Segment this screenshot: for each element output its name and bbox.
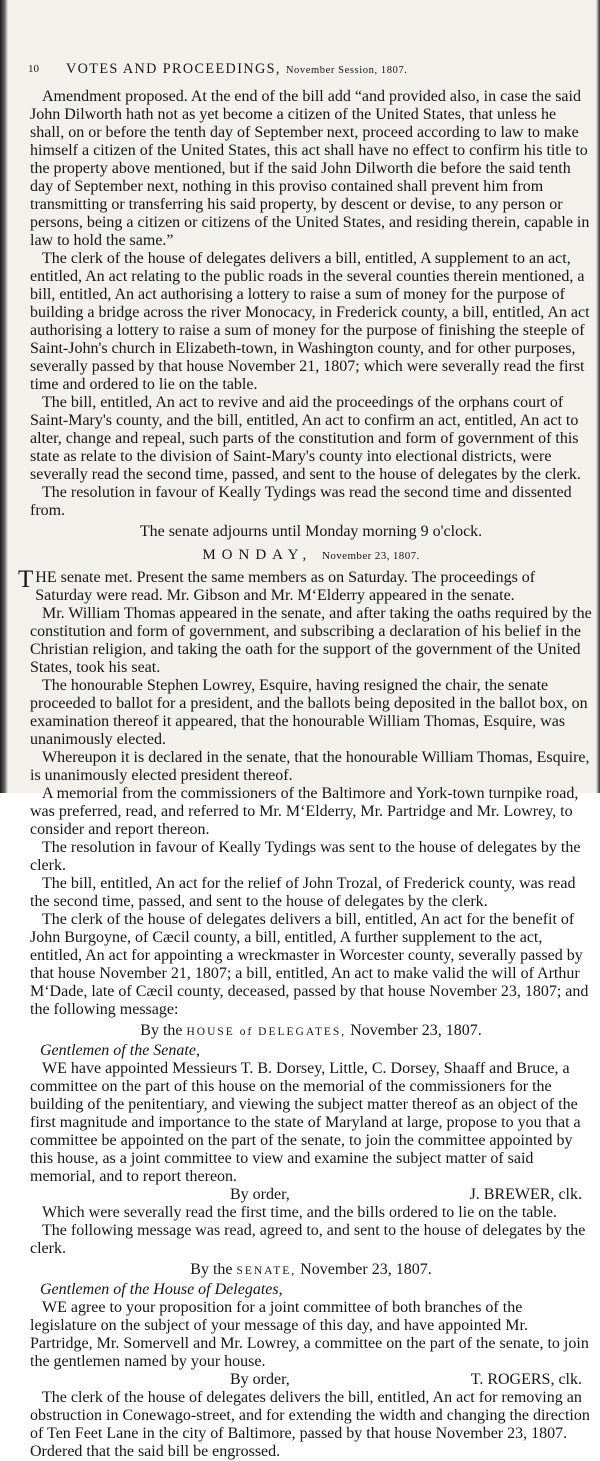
delegates-signature-row — [30, 1186, 592, 1204]
delegates-message-heading — [30, 1022, 592, 1040]
thomas-seated-paragraph: Mr. William Thomas appeared in the senate, and after taking the oaths required by the constitution and form of government, and subscribing a declaration of his belief in the Christian religion, and taking the oath for the support of the government of the United States, took his seat. — [30, 605, 592, 676]
page-number: 10 — [28, 63, 39, 75]
running-title-main: VOTES AND PROCEEDINGS, — [66, 61, 281, 77]
message-agreed-paragraph: The following message was read, agreed to, and sent to the house of delegates by the clerk. — [30, 1222, 586, 1257]
right-edge-shadow — [596, 0, 600, 793]
orphans-court-paragraph: The bill, entitled, An act to revive and aid the proceedings of the orphans court of Saint-Mary's county, and the bill, entitled, An act to confirm an act, entitled, An act to alter, change and repeal, such parts of the constitution and form of government of this state as relate to the division of Saint-Mary's county into electional districts, were severally read the second time, passed, and sent to the house of delegates by the clerk. — [30, 394, 581, 483]
burgoyne-bill-paragraph: The clerk of the house of delegates delivers a bill, entitled, An act for the benefit of John Burgoyne, of Cæcil county, a bill, entitled, A further supplement to the act, entitled, An act for appointing a wreckmaster in Worcester county, severally passed by that house November 21, 1807; a bill, entitled, An act to make valid the will of Arthur M‘Dade, late of Cæcil county, deceased, passed by that house November 23, 1807; and the following message: — [30, 911, 589, 1018]
senate-message-heading — [30, 1261, 592, 1279]
first-reading-paragraph: Which were severally read the first time, and the bills ordered to lie on the table. — [42, 1204, 557, 1221]
day-name: MONDAY, — [202, 547, 313, 563]
delegates-heading-by: By the — [140, 1022, 183, 1039]
senate-heading-by: By the — [190, 1261, 233, 1278]
page-header — [28, 63, 598, 79]
top-section — [30, 88, 592, 520]
delegates-heading-body: HOUSE of DELEGATES, — [186, 1026, 347, 1038]
day-heading — [30, 547, 592, 564]
running-title — [66, 61, 586, 78]
senate-met-paragraph — [18, 566, 592, 605]
day-date: November 23, 1807. — [322, 550, 420, 562]
senate-salutation: Gentlemen of the House of Delegates, — [40, 1281, 283, 1298]
amendment-paragraph: Amendment proposed. At the end of the bill add “and provided also, in case the said John Dilworth hath not as yet become a citizen of the United States, that unless he shall, on or before the tenth day of September next, proceed according to law to make himself a citizen of the United States, this act shall have no effect to confirm his title to the property above mentioned, but if the said John Dilworth die before the said tenth day of September next, nothing in this proviso contained shall prevent him from transmitting or transferring his said property, by descent or devise, to any person or persons, being a citizen or citizens of the United States, and residing therein, capable in law to hold the same.” — [30, 88, 590, 249]
session-label: November Session, 1807. — [285, 65, 408, 76]
senate-heading-body: SENATE, — [236, 1265, 297, 1277]
senate-message — [30, 1261, 592, 1389]
resolution-sent-paragraph: The resolution in favour of Keally Tydings was sent to the house of delegates by the clerk. — [30, 839, 581, 874]
delegates-by-order: By order, — [230, 1186, 290, 1203]
page-body — [18, 88, 592, 1461]
conewago-bill-paragraph: The clerk of the house of delegates delivers the bill, entitled, An act for removing an obstruction in Conewago-street, and for extending the width and changing the direction of Ten Feet Lane in the city of Baltimore, passed by that house November 23, 1807. Ordered that the said bill be engrossed. — [30, 1389, 590, 1460]
senate-heading-date: November 23, 1807. — [300, 1261, 432, 1278]
monday-section — [18, 566, 592, 1019]
trozal-bill-paragraph: The bill, entitled, An act for the relief of John Trozal, of Frederick county, was read the second time, passed, and sent to the house of delegates by the clerk. — [30, 875, 576, 910]
binding-shadow — [0, 0, 8, 793]
senate-message-body: WE agree to your proposition for a joint committee of both branches of the legislature on the subject of your message of this day, and have appointed Mr. Partridge, Mr. Somervell and Mr. Lowrey, a committee on the part of the senate, to join the gentlemen named by your house. — [30, 1299, 589, 1370]
ballot-paragraph: The honourable Stephen Lowrey, Esquire, having resigned the chair, the senate proceeded to ballot for a president, and the ballots being deposited in the ballot box, on examination thereof it appeared, that the honourable William Thomas, Esquire, was unanimously elected. — [30, 677, 588, 748]
delegates-message — [30, 1022, 592, 1204]
delegates-salutation: Gentlemen of the Senate, — [40, 1042, 200, 1059]
senate-met-text: HE senate met. Present the same members as on Saturday. The proceedings of Saturday were read. Mr. Gibson and Mr. M‘Elderry appeared in the senate. — [35, 569, 536, 604]
delegates-message-body: WE have appointed Messieurs T. B. Dorsey, Little, C. Dorsey, Shaaff and Bruce, a committee on the part of this house on the memorial of the commissioners for the building of the penitentiary, and viewing the subject matter thereof as an object of the first magnitude and importance to the state of Maryland at large, propose to you that a committee be appointed on the part of the senate, to join the committee appointed by this house, as a joint committee to view and examine the subject matter of said memorial, and to report thereon. — [30, 1060, 581, 1185]
senate-signature: T. ROGERS, clk. — [470, 1371, 582, 1388]
senate-signature-row — [30, 1371, 592, 1389]
senate-by-order: By order, — [230, 1371, 290, 1388]
adjournment-notice: The senate adjourns until Monday morning 9 o'clock. — [139, 523, 483, 540]
drop-cap: T — [18, 566, 34, 593]
clerk-bills-paragraph: The clerk of the house of delegates delivers a bill, entitled, A supplement to an act, entitled, An act relating to the public roads in the several counties therein mentioned, a bill, entitled, An act authorising a lottery to raise a sum of money for the purpose of building a bridge across the river Monocacy, in Frederick county, a bill, entitled, An act authorising a lottery to raise a sum of money for the purpose of finishing the steeple of Saint-John's church in Elizabeth-town, in Washington county, and for other purposes, severally passed by that house November 21, 1807; which were severally read the first time and ordered to lie on the table. — [30, 250, 590, 393]
turnpike-memorial-paragraph: A memorial from the commissioners of the Baltimore and York-town turnpike road, was preferred, read, and referred to Mr. M‘Elderry, Mr. Partridge and Mr. Lowrey, to consider and report thereon. — [30, 785, 579, 838]
tydings-resolution-paragraph: The resolution in favour of Keally Tydings was read the second time and dissented from. — [30, 484, 572, 519]
delegates-heading-date: November 23, 1807. — [350, 1022, 482, 1039]
delegates-signature: J. BREWER, clk. — [469, 1186, 582, 1203]
president-declared-paragraph: Whereupon it is declared in the senate, that the honourable William Thomas, Esquire, is unanimously elected president thereof. — [30, 749, 590, 784]
